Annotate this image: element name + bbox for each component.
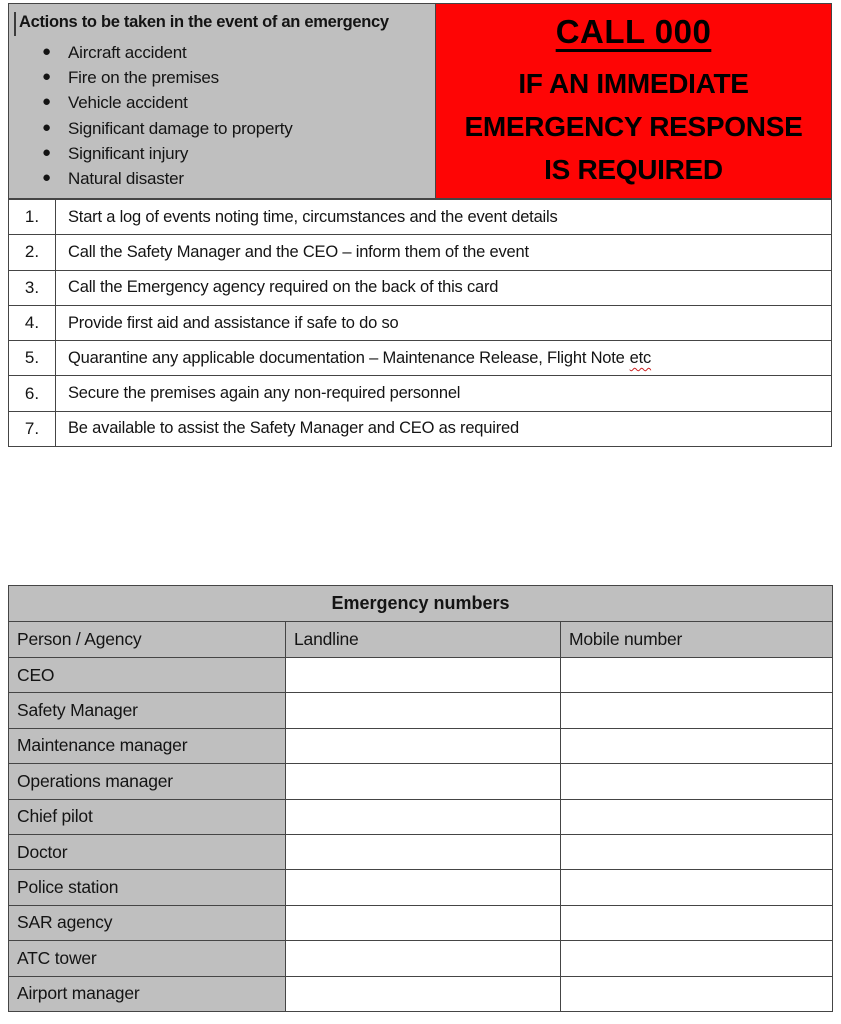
mobile-cell[interactable] (561, 658, 833, 693)
agency-cell: Maintenance manager (9, 728, 286, 763)
step-text: Be available to assist the Safety Manager and CEO as required (68, 419, 519, 438)
agency-cell: Doctor (9, 834, 286, 869)
table-row (9, 200, 832, 235)
agency-cell: Operations manager (9, 764, 286, 799)
call-alert-line: IS REQUIRED (544, 153, 723, 185)
text-cursor (14, 12, 16, 36)
landline-cell[interactable] (286, 834, 561, 869)
step-text: Call the Emergency agency required on the back of this card (68, 278, 499, 297)
step-text-cell (56, 235, 832, 270)
list-item-label: Fire on the premises (68, 68, 219, 88)
step-number-cell: 6. (9, 376, 56, 411)
bullet-icon: ● (42, 118, 51, 136)
landline-cell[interactable] (286, 976, 561, 1011)
landline-cell[interactable] (286, 728, 561, 763)
table-header-row (9, 622, 833, 658)
landline-cell[interactable] (286, 905, 561, 940)
mobile-cell[interactable] (561, 870, 833, 905)
step-number-cell: 4. (9, 305, 56, 340)
table-row (9, 764, 833, 799)
step-text: Quarantine any applicable documentation – Maintenance Release, Flight Note (68, 348, 625, 367)
table-row (9, 693, 833, 728)
column-header-landline: Landline (286, 622, 561, 658)
table-title-row (9, 586, 833, 622)
step-text-cell (56, 341, 832, 376)
step-text-cell (56, 411, 832, 446)
list-item-label: Aircraft accident (68, 43, 187, 62)
step-text: Call the Safety Manager and the CEO – inform them of the event (68, 242, 529, 261)
table-row (9, 728, 833, 763)
step-text: Provide first aid and assistance if safe to do so (68, 313, 399, 332)
emergency-numbers-title: Emergency numbers (9, 586, 833, 622)
mobile-cell[interactable] (561, 764, 833, 799)
agency-cell: SAR agency (9, 905, 286, 940)
landline-cell[interactable] (286, 693, 561, 728)
step-text-cell (56, 200, 832, 235)
list-item-label: Vehicle accident (68, 93, 188, 113)
mobile-cell[interactable] (561, 693, 833, 728)
step-number-cell: 7. (9, 411, 56, 446)
call-alert-line: EMERGENCY RESPONSE (464, 110, 803, 142)
table-row (9, 799, 833, 834)
mobile-cell[interactable] (561, 834, 833, 869)
list-item (15, 90, 427, 115)
table-row (9, 976, 833, 1011)
call-000-heading: CALL 000 (555, 12, 712, 50)
table-row (9, 870, 833, 905)
call-000-alert-panel (436, 4, 831, 198)
list-item (15, 40, 427, 65)
mobile-cell[interactable] (561, 728, 833, 763)
agency-cell: CEO (9, 658, 286, 693)
misspelled-word: etc (629, 348, 652, 367)
agency-cell: Chief pilot (9, 799, 286, 834)
table-row (9, 376, 832, 411)
table-row (9, 235, 832, 270)
column-header-mobile: Mobile number (561, 622, 833, 658)
list-item (15, 65, 427, 90)
agency-cell: Safety Manager (9, 693, 286, 728)
mobile-cell[interactable] (561, 941, 833, 976)
emergency-types-list (15, 40, 427, 191)
list-item (15, 116, 427, 141)
step-text-cell (56, 270, 832, 305)
landline-cell[interactable] (286, 658, 561, 693)
landline-cell[interactable] (286, 941, 561, 976)
table-row (9, 834, 833, 869)
list-item (15, 141, 427, 166)
call-alert-line: IF AN IMMEDIATE (518, 67, 749, 99)
step-number-cell: 2. (9, 235, 56, 270)
table-row (9, 941, 833, 976)
actions-title: Actions to be taken in the event of an emergency (19, 13, 389, 31)
mobile-cell[interactable] (561, 799, 833, 834)
bullet-icon: ● (42, 93, 51, 111)
table-row (9, 658, 833, 693)
bullet-icon: ● (42, 43, 51, 60)
mobile-cell[interactable] (561, 905, 833, 940)
emergency-numbers-table (8, 585, 833, 1012)
list-item-label: Natural disaster (68, 169, 184, 189)
table-row (9, 341, 832, 376)
action-steps-table (8, 199, 832, 447)
agency-cell: Police station (9, 870, 286, 905)
table-row (9, 305, 832, 340)
bullet-icon: ● (42, 68, 51, 86)
step-text-cell (56, 305, 832, 340)
list-item-label: Significant damage to property (68, 118, 293, 138)
table-row (9, 905, 833, 940)
list-item (15, 166, 427, 191)
bullet-icon: ● (42, 143, 51, 161)
table-row (9, 411, 832, 446)
table-row (9, 270, 832, 305)
list-item-label: Significant injury (68, 143, 189, 163)
step-number-cell: 3. (9, 270, 56, 305)
step-number-cell: 1. (9, 200, 56, 235)
bullet-icon: ● (42, 169, 51, 187)
step-text-cell (56, 376, 832, 411)
step-text: Secure the premises again any non-required personnel (68, 384, 461, 403)
column-header-person-agency: Person / Agency (9, 622, 286, 658)
landline-cell[interactable] (286, 764, 561, 799)
emergency-banner (8, 3, 832, 199)
step-text: Start a log of events noting time, circumstances and the event details (68, 207, 558, 226)
mobile-cell[interactable] (561, 976, 833, 1011)
landline-cell[interactable] (286, 799, 561, 834)
step-number-cell: 5. (9, 341, 56, 376)
agency-cell: Airport manager (9, 976, 286, 1011)
agency-cell: ATC tower (9, 941, 286, 976)
actions-summary-panel (9, 4, 436, 198)
landline-cell[interactable] (286, 870, 561, 905)
